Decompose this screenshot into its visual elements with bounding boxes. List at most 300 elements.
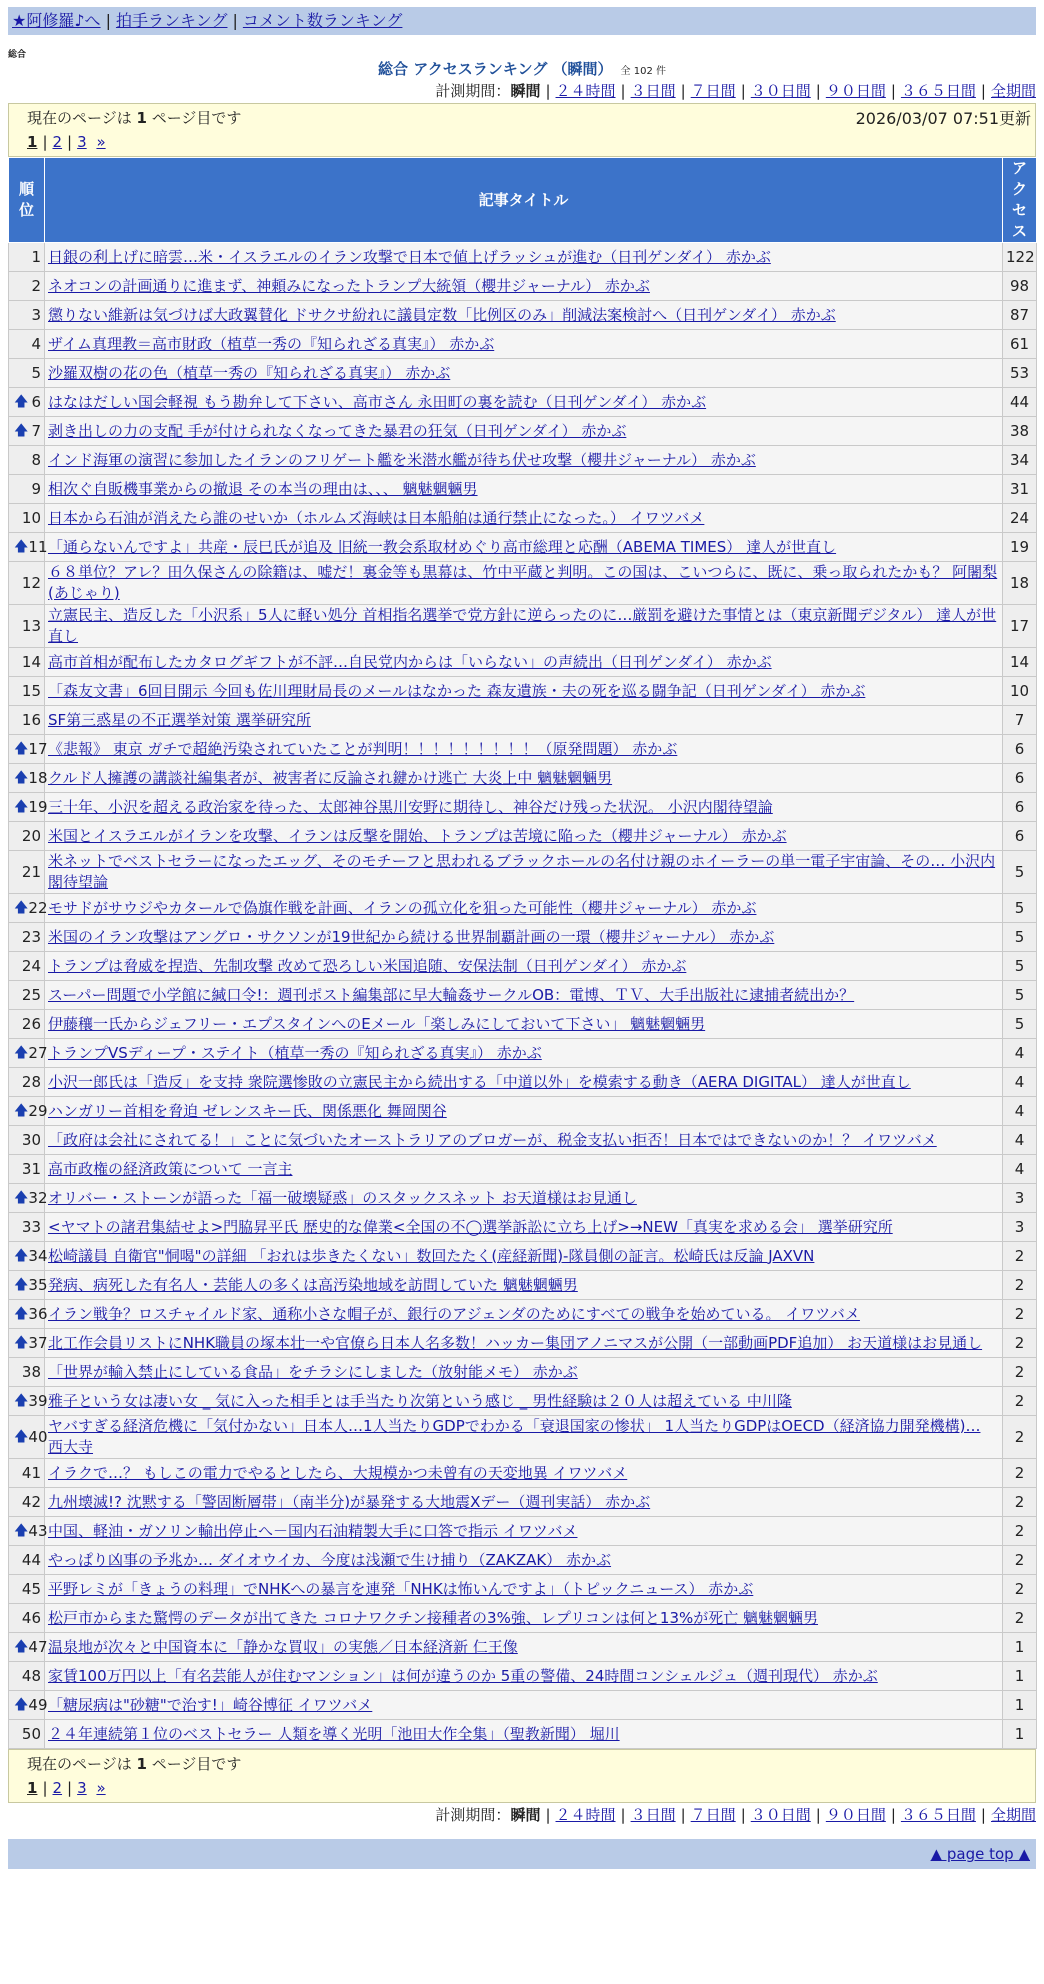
title-cell	[45, 475, 1003, 504]
article-link[interactable]: 《悲報》 東京 ガチで超絶汚染されていたことが判明！！！！！！！！！（原発問題） 赤かぶ	[48, 739, 678, 758]
access-count: 3	[1003, 1213, 1037, 1242]
article-link[interactable]: ザイム真理教＝高市財政（植草一秀の『知られざる真実』） 赤かぶ	[48, 334, 495, 353]
article-link[interactable]: 「通らないんですよ」共産・辰巳氏が追及 旧統一教会系取材めぐり高市総理と応酬（ABEMA TIMES） 達人が世直し	[48, 537, 837, 556]
title-cell	[45, 1546, 1003, 1575]
table-row	[9, 894, 1037, 923]
access-count: 5	[1003, 923, 1037, 952]
period-link[interactable]: ７日間	[690, 82, 736, 100]
rank-number: 48	[21, 1666, 41, 1685]
article-link[interactable]: ハンガリー首相を脅迫 ゼレンスキー氏、関係悪化 舞岡関谷	[48, 1101, 447, 1120]
rank-up-arrow-icon: 🡅	[14, 538, 29, 555]
rank-up-arrow-icon: 🡅	[14, 1696, 29, 1713]
article-link[interactable]: 沙羅双樹の花の色（植草一秀の『知られざる真実』） 赤かぶ	[48, 363, 451, 382]
rank-number: 16	[21, 710, 41, 729]
period-link[interactable]: ２４時間	[555, 1806, 616, 1824]
header-title: 記事タイトル	[45, 158, 1003, 243]
title-cell	[45, 1068, 1003, 1097]
title-cell	[45, 272, 1003, 301]
rank-cell	[9, 330, 45, 359]
access-count: 18	[1003, 562, 1037, 605]
title-cell	[45, 1662, 1003, 1691]
table-row	[9, 1633, 1037, 1662]
table-row	[9, 1358, 1037, 1387]
title-cell	[45, 793, 1003, 822]
period-link[interactable]: ７日間	[690, 1806, 736, 1824]
article-link[interactable]: 米ネットでベストセラーになったエッグ、そのモチーフと思われるブラックホールの名付け親のホイーラーの単一電子宇宙論、その… 小沢内閣待望論	[48, 852, 996, 891]
rank-number: 42	[21, 1492, 41, 1511]
rank-cell	[9, 1213, 45, 1242]
article-link[interactable]: 発病、病死した有名人・芸能人の多くは高汚染地域を訪問していた 魑魅魍魎男	[48, 1275, 578, 1294]
rank-cell	[9, 1633, 48, 1662]
rank-cell	[9, 475, 45, 504]
rank-cell	[9, 851, 45, 894]
period-link[interactable]: ９０日間	[825, 82, 886, 100]
nav-sep: |	[105, 11, 111, 30]
access-count: 2	[1003, 1300, 1037, 1329]
rank-cell	[9, 1126, 45, 1155]
rank-number: 30	[21, 1130, 41, 1149]
period-link[interactable]: ２４時間	[555, 82, 616, 100]
access-count: 2	[1003, 1242, 1037, 1271]
rank-cell	[9, 562, 45, 605]
access-count: 6	[1003, 764, 1037, 793]
table-row	[9, 1329, 1037, 1358]
next-page-link[interactable]: »	[96, 133, 106, 151]
period-sep: |	[545, 1806, 551, 1824]
period-link[interactable]: ３０日間	[750, 1806, 811, 1824]
title-cell	[45, 677, 1003, 706]
rank-cell	[9, 764, 48, 793]
access-count: 6	[1003, 822, 1037, 851]
access-count: 2	[1003, 1604, 1037, 1633]
table-row	[9, 1488, 1037, 1517]
rank-number: 28	[21, 1072, 41, 1091]
period-sep: |	[980, 82, 986, 100]
rank-number: 40	[28, 1427, 48, 1446]
article-link[interactable]: 米国とイスラエルがイランを攻撃、イランは反撃を開始、トランプは苦境に陥った（櫻井ジャーナル） 赤かぶ	[48, 826, 787, 845]
access-count: 14	[1003, 648, 1037, 677]
article-link[interactable]: 平野レミが「きょうの料理」でNHKへの暴言を連発「NHKは怖いんですよ」（トピックニュース） 赤かぶ	[48, 1579, 754, 1598]
article-link[interactable]: 松戸市からまた驚愕のデータが出てきた コロナワクチン接種者の3%強、レプリコンは何と13%が死亡 魑魅魍魎男	[48, 1608, 819, 1627]
rank-up-arrow-icon: 🡅	[14, 393, 29, 410]
article-link[interactable]: 九州壊滅!? 沈黙する「警固断層帯」（南半分)が暴発する大地震Xデー（週刊実話） 赤かぶ	[48, 1492, 651, 1511]
rank-number: 4	[31, 334, 41, 353]
footer-bar	[8, 1839, 1036, 1869]
rank-number: 1	[31, 247, 41, 266]
title-cell	[45, 1358, 1003, 1387]
article-link[interactable]: 松崎議員 自衛官"恫喝"の詳細 「おれは歩きたくない」数回たたく(産経新聞)-隊員側の証言。松崎氏は反論 JAXVN	[48, 1246, 815, 1265]
rank-number: 32	[28, 1188, 48, 1207]
table-row	[9, 952, 1037, 981]
article-link[interactable]: はなはだしい国会軽視 もう勘弁して下さい、高市さん 永田町の裏を読む（日刊ゲンダイ） 赤かぶ	[48, 392, 707, 411]
page-top-link[interactable]: ▲ page top ▲	[930, 1845, 1030, 1863]
access-count: 61	[1003, 330, 1037, 359]
rank-cell	[9, 822, 45, 851]
article-link[interactable]: 家賃100万円以上「有名芸能人が住むマンション」は何が違うのか 5重の警備、24時間コンシェルジュ（週刊現代） 赤かぶ	[48, 1666, 878, 1685]
access-count: 5	[1003, 981, 1037, 1010]
article-link[interactable]: クルド人擁護の講談社編集者が、被害者に反論され鍵かけ逃亡 大炎上中 魑魅魍魎男	[48, 768, 613, 787]
page-number-3[interactable]: 3	[77, 1779, 87, 1797]
rank-number: 35	[28, 1275, 48, 1294]
table-row	[9, 1387, 1037, 1416]
title-cell	[45, 923, 1003, 952]
rank-up-arrow-icon: 🡅	[14, 1189, 29, 1206]
table-row	[9, 562, 1037, 605]
title-cell	[45, 1633, 1003, 1662]
article-link[interactable]: <ヤマトの諸君集結せよ>門脇昇平氏 歴史的な偉業<全国の不◯選挙訴訟に立ち上げ>→NEW「真実を求める会」 選挙研究所	[48, 1217, 893, 1236]
rank-number: 22	[28, 898, 48, 917]
title-cell	[45, 1300, 1003, 1329]
rank-number: 46	[21, 1608, 41, 1627]
article-link[interactable]: オリバー・ストーンが語った「福一破壊疑惑」のスタックスネット お天道様はお見通し	[48, 1188, 637, 1207]
access-count: 31	[1003, 475, 1037, 504]
rank-number: 39	[28, 1391, 48, 1410]
section-label: 総合	[8, 50, 27, 60]
period-label: 計測期間：	[435, 1806, 511, 1824]
home-link[interactable]: ★阿修羅♪へ	[12, 11, 101, 30]
page-sep: |	[67, 133, 73, 151]
table-row	[9, 1068, 1037, 1097]
current-page-text: 現在のページは 1 ページ目です	[27, 1755, 242, 1773]
table-row	[9, 1155, 1037, 1184]
period-sep: |	[890, 82, 896, 100]
access-count: 7	[1003, 706, 1037, 735]
table-row	[9, 1242, 1037, 1271]
article-link[interactable]: 雅子という女は凄い女 _ 気に入った相手とは手当たり次第という感じ _ 男性経験は２０人は超えている 中川隆	[48, 1391, 792, 1410]
table-row	[9, 301, 1037, 330]
title-cell	[45, 243, 1003, 272]
rank-up-arrow-icon: 🡅	[14, 1522, 29, 1539]
rank-number: 25	[21, 985, 41, 1004]
page-sep: |	[42, 1779, 48, 1797]
rank-number: 14	[21, 652, 41, 671]
article-link[interactable]: インド海軍の演習に参加したイランのフリゲート艦を米潜水艦が待ち伏せ攻撃（櫻井ジャーナル） 赤かぶ	[48, 450, 756, 469]
rank-cell	[9, 417, 45, 446]
page-number-2[interactable]: 2	[52, 1779, 63, 1797]
rank-up-arrow-icon: 🡅	[14, 422, 29, 439]
access-count: 122	[1003, 243, 1037, 272]
rank-up-arrow-icon: 🡅	[14, 1428, 29, 1445]
access-count: 24	[1003, 504, 1037, 533]
article-link[interactable]: SF第三惑星の不正選挙対策 選挙研究所	[48, 710, 311, 729]
title-cell	[45, 1155, 1003, 1184]
rank-number: 13	[21, 616, 41, 635]
rank-up-arrow-icon: 🡅	[14, 1247, 29, 1264]
article-link[interactable]: 懲りない維新は気づけば大政翼賛化 ドサクサ紛れに議員定数「比例区のみ」削減法案検討へ（日刊ゲンダイ） 赤かぶ	[48, 305, 836, 324]
rank-number: 38	[21, 1362, 41, 1381]
rank-number: 21	[21, 862, 41, 881]
rank-cell	[9, 1097, 48, 1126]
header-rank: 順位	[9, 158, 45, 243]
access-count: 53	[1003, 359, 1037, 388]
rank-cell	[9, 1459, 45, 1488]
rank-cell	[9, 1488, 45, 1517]
article-link[interactable]: 立憲民主、造反した「小沢系」5人に軽い処分 首相指名選挙で党方針に逆らったのに…厳罰を避けた事情とは（東京新聞デジタル） 達人が世直し	[48, 606, 997, 645]
rank-up-arrow-icon: 🡅	[14, 1044, 29, 1061]
rank-number: 44	[21, 1550, 41, 1569]
pagination	[27, 130, 1031, 154]
article-link[interactable]: トランプは脅威を捏造、先制攻撃 改めて恐ろしい米国追随、安保法制（日刊ゲンダイ） 赤かぶ	[48, 956, 687, 975]
page-sep: |	[67, 1779, 73, 1797]
rank-cell	[9, 301, 45, 330]
rank-cell	[9, 793, 48, 822]
title-cell	[45, 605, 1003, 648]
access-count: 2	[1003, 1575, 1037, 1604]
article-link[interactable]: ２４年連続第１位のベストセラー 人類を導く光明「池田大作全集」（聖教新聞） 堀川	[48, 1724, 620, 1743]
article-link[interactable]: 「政府は会社にされてる！」ことに気づいたオーストラリアのブロガーが、税金支払い拒否！日本ではできないのか！？ イワツバメ	[48, 1130, 937, 1149]
period-sep: |	[620, 82, 626, 100]
title-cell	[45, 706, 1003, 735]
rank-up-arrow-icon: 🡅	[14, 1334, 29, 1351]
rank-up-arrow-icon: 🡅	[14, 1276, 29, 1293]
access-count: 4	[1003, 1039, 1037, 1068]
access-count: 4	[1003, 1097, 1037, 1126]
period-selector	[8, 79, 1036, 103]
period-current: 瞬間	[510, 1806, 541, 1824]
title-cell	[45, 533, 1003, 562]
article-link[interactable]: 「世界が輸入禁止にしている食品」をチラシにしました（放射能メモ） 赤かぶ	[48, 1362, 578, 1381]
period-sep: |	[545, 82, 551, 100]
period-link[interactable]: ３０日間	[750, 82, 811, 100]
access-count: 1	[1003, 1691, 1037, 1720]
title-cell	[45, 446, 1003, 475]
title-cell	[45, 301, 1003, 330]
table-row	[9, 1416, 1037, 1459]
ranking-title-text: 総合 アクセスランキング （瞬間）	[378, 60, 613, 78]
access-count: 6	[1003, 793, 1037, 822]
rank-number: 47	[28, 1637, 48, 1656]
rank-number: 24	[21, 956, 41, 975]
page-number-1: 1	[27, 133, 38, 151]
rank-number: 27	[28, 1043, 48, 1062]
page-info-bottom	[8, 1749, 1036, 1803]
access-count: 2	[1003, 1517, 1037, 1546]
page-number-1: 1	[27, 1779, 38, 1797]
rank-number: 15	[21, 681, 41, 700]
article-link[interactable]: やっぱり凶事の予兆か… ダイオウイカ、今度は浅瀬で生け捕り（ZAKZAK） 赤かぶ	[48, 1550, 612, 1569]
period-link[interactable]: 全期間	[990, 82, 1036, 100]
access-count: 1	[1003, 1720, 1037, 1749]
period-link[interactable]: ３６５日間	[900, 82, 976, 100]
rank-cell	[9, 1720, 45, 1749]
rank-cell	[9, 1300, 48, 1329]
rank-cell	[9, 1416, 48, 1459]
table-row	[9, 706, 1037, 735]
comment-ranking-link[interactable]: コメント数ランキング	[242, 11, 403, 30]
article-link[interactable]: 米国のイラン攻撃はアングロ・サクソンが19世紀から続ける世界制覇計画の一環（櫻井ジャーナル） 赤かぶ	[48, 927, 775, 946]
table-row	[9, 764, 1037, 793]
access-count: 5	[1003, 1010, 1037, 1039]
title-cell	[45, 735, 1003, 764]
article-link[interactable]: イラクで…？ もしこの電力でやるとしたら、大規模かつ未曾有の天変地異 イワツバメ	[48, 1463, 628, 1482]
period-sep: |	[815, 82, 821, 100]
rank-cell	[9, 648, 45, 677]
table-row	[9, 1604, 1037, 1633]
access-count: 38	[1003, 417, 1037, 446]
period-sep: |	[680, 82, 686, 100]
rank-cell	[9, 981, 45, 1010]
access-count: 44	[1003, 388, 1037, 417]
period-link[interactable]: ９０日間	[825, 1806, 886, 1824]
article-link[interactable]: イラン戦争？ロスチャイルド家、通称小さな帽子が、銀行のアジェンダのためにすべての戦争を始めている。 イワツバメ	[48, 1304, 860, 1323]
title-cell	[45, 648, 1003, 677]
period-current: 瞬間	[510, 82, 541, 100]
access-count: 5	[1003, 851, 1037, 894]
rank-number: 34	[28, 1246, 48, 1265]
title-cell	[45, 1271, 1003, 1300]
pagination	[27, 1776, 1031, 1800]
table-row	[9, 1213, 1037, 1242]
table-row	[9, 475, 1037, 504]
rank-up-arrow-icon: 🡅	[14, 1305, 29, 1322]
table-row	[9, 793, 1037, 822]
rank-cell	[9, 605, 45, 648]
article-link[interactable]: ネオコンの計画通りに進まず、神頼みになったトランプ大統領（櫻井ジャーナル） 赤かぶ	[48, 276, 650, 295]
article-link[interactable]: 中国、軽油・ガソリン輸出停止へ－国内石油精製大手に口答で指示 イワツバメ	[48, 1521, 578, 1540]
page-number-2[interactable]: 2	[52, 133, 63, 151]
access-count: 6	[1003, 735, 1037, 764]
table-row	[9, 359, 1037, 388]
period-link[interactable]: 全期間	[990, 1806, 1036, 1824]
title-cell	[45, 1575, 1003, 1604]
table-row	[9, 851, 1037, 894]
rank-cell	[9, 923, 45, 952]
article-link[interactable]: モサドがサウジやカタールで偽旗作戦を計画、イランの孤立化を狙った可能性（櫻井ジャーナル） 赤かぶ	[48, 898, 757, 917]
rank-up-arrow-icon: 🡅	[14, 769, 29, 786]
rank-cell	[9, 1039, 48, 1068]
table-row	[9, 1010, 1037, 1039]
rank-cell	[9, 1010, 45, 1039]
access-count: 34	[1003, 446, 1037, 475]
article-link[interactable]: 伊藤穰一氏からジェフリー・エプスタインへのEメール「楽しみにしておいて下さい」 魑魅魍魎男	[48, 1014, 706, 1033]
table-row	[9, 1720, 1037, 1749]
table-row	[9, 822, 1037, 851]
table-row	[9, 388, 1037, 417]
period-sep: |	[890, 1806, 896, 1824]
table-row	[9, 1300, 1037, 1329]
article-link[interactable]: 高市政権の経済政策について 一言主	[48, 1159, 293, 1178]
table-row	[9, 735, 1037, 764]
table-row	[9, 605, 1037, 648]
rank-number: 45	[21, 1579, 41, 1598]
article-link[interactable]: ６８単位？アレ？田久保さんの除籍は、嘘だ！裏金等も黒幕は、竹中平蔵と判明。この国は、こいつらに、既に、乗っ取られたかも？ 阿闍梨(あじゃり)	[48, 563, 998, 602]
table-row	[9, 243, 1037, 272]
ranking-count: 全 102 件	[620, 66, 666, 77]
title-cell	[45, 894, 1003, 923]
rank-number: 19	[28, 797, 48, 816]
title-cell	[45, 1691, 1003, 1720]
rank-up-arrow-icon: 🡅	[14, 1638, 29, 1655]
article-link[interactable]: 剥き出しの力の支配 手が付けられなくなってきた暴君の狂気（日刊ゲンダイ） 赤かぶ	[48, 421, 627, 440]
rank-number: 31	[21, 1159, 41, 1178]
access-count: 4	[1003, 1126, 1037, 1155]
access-count: 87	[1003, 301, 1037, 330]
clap-ranking-link[interactable]: 拍手ランキング	[115, 11, 228, 30]
rank-cell	[9, 1242, 48, 1271]
rank-cell	[9, 1575, 45, 1604]
article-link[interactable]: 三十年、小沢を超える政治家を待った、太郎神谷黒川安野に期待し、神谷だけ残った状況。 小沢内閣待望論	[48, 797, 773, 816]
table-row	[9, 1459, 1037, 1488]
rank-cell	[9, 243, 45, 272]
rank-number: 49	[28, 1695, 48, 1714]
table-row	[9, 1039, 1037, 1068]
access-count: 2	[1003, 1459, 1037, 1488]
period-link[interactable]: ３日間	[630, 82, 676, 100]
article-link[interactable]: 日銀の利上げに暗雲…米・イスラエルのイラン攻撃で日本で値上げラッシュが進む（日刊ゲンダイ） 赤かぶ	[48, 247, 771, 266]
period-sep: |	[620, 1806, 626, 1824]
access-count: 2	[1003, 1546, 1037, 1575]
access-count: 2	[1003, 1416, 1037, 1459]
rank-number: 36	[28, 1304, 48, 1323]
table-row	[9, 1575, 1037, 1604]
article-link[interactable]: 高市首相が配布したカタログギフトが不評…自民党内からは「いらない」の声続出（日刊ゲンダイ） 赤かぶ	[48, 652, 772, 671]
access-count: 2	[1003, 1358, 1037, 1387]
article-link[interactable]: 温泉地が次々と中国資本に「静かな買収」の実態／日本経済新 仁王像	[48, 1637, 518, 1656]
rank-number: 18	[28, 768, 48, 787]
title-cell	[45, 1488, 1003, 1517]
rank-cell	[9, 1517, 48, 1546]
access-count: 3	[1003, 1184, 1037, 1213]
period-link[interactable]: ３６５日間	[900, 1806, 976, 1824]
title-cell	[45, 1720, 1003, 1749]
rank-cell	[9, 1184, 48, 1213]
article-link[interactable]: 北工作会員リストにNHK職員の塚本壮一や官僚ら日本人名多数！ハッカー集団アノニマスが公開（一部動画PDF追加） お天道様はお見通し	[48, 1333, 983, 1352]
table-row	[9, 1097, 1037, 1126]
rank-number: 37	[28, 1333, 48, 1352]
article-link[interactable]: スーパー問題で小学館に緘口令!：週刊ポスト編集部に早大輪姦サークルOB：電博、ＴＶ、大手出版社に逮捕者続出か？	[48, 985, 855, 1004]
page-number-3[interactable]: 3	[77, 133, 87, 151]
title-cell	[45, 562, 1003, 605]
rank-cell	[9, 1662, 45, 1691]
rank-number: 6	[31, 392, 41, 411]
article-link[interactable]: 「糖尿病は"砂糖"で治す!」崎谷博征 イワツバメ	[48, 1695, 373, 1714]
next-page-link[interactable]: »	[96, 1779, 106, 1797]
header-access: アクセス	[1003, 158, 1037, 243]
access-count: 2	[1003, 1329, 1037, 1358]
rank-number: 5	[31, 363, 41, 382]
access-count: 1	[1003, 1633, 1037, 1662]
table-row	[9, 1517, 1037, 1546]
table-row	[9, 272, 1037, 301]
rank-cell	[9, 272, 45, 301]
period-link[interactable]: ３日間	[630, 1806, 676, 1824]
table-row	[9, 923, 1037, 952]
article-link[interactable]: 日本から石油が消えたら誰のせいか（ホルムズ海峡は日本船舶は通行禁止になった。） イワツバメ	[48, 508, 705, 527]
table-row	[9, 504, 1037, 533]
article-link[interactable]: 「森友文書」6回目開示 今回も佐川理財局長のメールはなかった 森友遺族・夫の死を巡る闘争記（日刊ゲンダイ） 赤かぶ	[48, 681, 866, 700]
rank-number: 2	[31, 276, 41, 295]
title-cell	[45, 1010, 1003, 1039]
article-link[interactable]: ヤバすぎる経済危機に「気付かない」日本人…1人当たりGDPでわかる「衰退国家の惨状」 1人当たりGDPはOECD（経済協力開発機構)… 西大寺	[48, 1417, 981, 1456]
rank-cell	[9, 894, 48, 923]
article-link[interactable]: 小沢一郎氏は「造反」を支持 衆院選惨敗の立憲民主から続出する「中道以外」を模索する動き（AERA DIGITAL） 達人が世直し	[48, 1072, 911, 1091]
top-nav	[8, 7, 1036, 35]
rank-number: 9	[31, 479, 41, 498]
rank-number: 7	[31, 421, 41, 440]
access-count: 1	[1003, 1662, 1037, 1691]
article-link[interactable]: 相次ぐ自販機事業からの撤退 その本当の理由は、、、 魑魅魍魎男	[48, 479, 478, 498]
rank-number: 41	[21, 1463, 41, 1482]
table-row	[9, 1691, 1037, 1720]
rank-cell	[9, 1329, 48, 1358]
article-link[interactable]: トランプVSディープ・ステイト（植草一秀の『知られざる真実』） 赤かぶ	[48, 1043, 542, 1062]
title-cell	[45, 504, 1003, 533]
rank-number: 10	[21, 508, 41, 527]
current-page-text: 現在のページは 1 ページ目です	[27, 109, 242, 127]
title-cell	[45, 1242, 1003, 1271]
page-sep: |	[42, 133, 48, 151]
title-cell	[45, 1184, 1003, 1213]
